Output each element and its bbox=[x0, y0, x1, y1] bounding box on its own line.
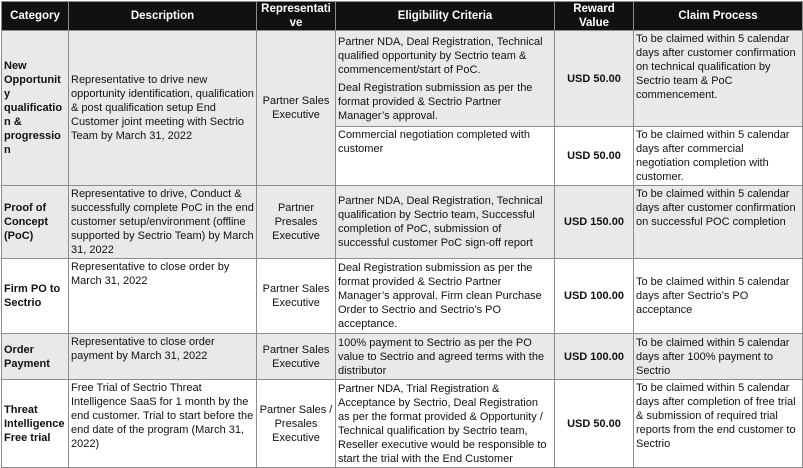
reward-cell: USD 50.00 bbox=[555, 31, 634, 127]
criteria-paragraph: Commercial negotiation completed with customer bbox=[338, 129, 530, 155]
criteria-cell: Partner NDA, Trial Registration & Acceptance by Sectrio, Deal Registration as per the format provided & Opportunity / Technical qualification by Sectrio team, Reseller executive would be responsible to start the trial with the End Customer bbox=[336, 380, 555, 468]
criteria-cell bbox=[336, 31, 555, 127]
table-row bbox=[2, 334, 803, 380]
criteria-cell bbox=[336, 127, 555, 186]
representative-cell: Partner Sales Executive bbox=[257, 334, 336, 380]
representative-cell: Partner Sales / Presales Executive bbox=[257, 380, 336, 468]
criteria-cell: Deal Registration submission as per the format provided & Sectrio Partner Manager’s approval. Firm clean Purchase Order to Sectrio and Sectrio’s PO acceptance. bbox=[336, 259, 555, 334]
header-description: Description bbox=[69, 2, 257, 31]
criteria-paragraph: Partner NDA, Deal Registration, Technical qualified opportunity by Sectrio team & commencement/start of PoC. bbox=[338, 35, 543, 76]
claim-cell: To be claimed within 5 calendar days after Sectrio’s PO acceptance bbox=[634, 259, 803, 334]
header-eligibility-criteria: Eligibility Criteria bbox=[336, 2, 555, 31]
reward-cell: USD 50.00 bbox=[555, 380, 634, 468]
reward-cell: USD 100.00 bbox=[555, 259, 634, 334]
representative-cell: Partner Presales Executive bbox=[257, 186, 336, 259]
category-cell: Threat Intelligence Free trial bbox=[2, 380, 69, 468]
description-cell: Representative to close order by March 31, 2022 bbox=[69, 259, 257, 334]
claim-cell: To be claimed within 5 calendar days after commercial negotiation completion with customer. bbox=[634, 127, 803, 186]
header-representative: Representative bbox=[257, 2, 336, 31]
header-row bbox=[2, 2, 803, 31]
reward-cell: USD 50.00 bbox=[555, 127, 634, 186]
header-claim-process: Claim Process bbox=[634, 2, 803, 31]
table-row bbox=[2, 186, 803, 259]
criteria-cell: 100% payment to Sectrio as per the PO value to Sectrio and agreed terms with the distributor bbox=[336, 334, 555, 380]
claim-cell: To be claimed within 5 calendar days after customer confirmation on successful POC completion bbox=[634, 186, 803, 259]
reward-cell: USD 100.00 bbox=[555, 334, 634, 380]
description-cell: Representative to close order payment by March 31, 2022 bbox=[69, 334, 257, 380]
category-cell: New Opportunity qualification & progression bbox=[2, 31, 69, 186]
criteria-paragraph: Deal Registration submission as per the format provided & Sectrio Partner Manager’s approval. bbox=[338, 81, 533, 122]
description-cell: Representative to drive new opportunity identification, qualification & post qualification setup End Customer joint meeting with Sectrio Team by March 31, 2022 bbox=[69, 31, 257, 186]
category-cell: Firm PO to Sectrio bbox=[2, 259, 69, 334]
criteria-cell: Partner NDA, Deal Registration, Technical qualification by Sectrio team, Successful completion of PoC, submission of successful customer PoC sign-off report bbox=[336, 186, 555, 259]
description-cell: Representative to drive, Conduct & successfully complete PoC in the end customer setup/environment (offline supported by Sectrio Team) by March 31, 2022 bbox=[69, 186, 257, 259]
claim-cell: To be claimed within 5 calendar days after completion of free trial & submission of required trial reports from the end customer to Sectrio bbox=[634, 380, 803, 468]
category-cell: Proof of Concept (PoC) bbox=[2, 186, 69, 259]
table-row bbox=[2, 259, 803, 334]
table-row bbox=[2, 380, 803, 468]
incentive-table bbox=[1, 1, 803, 468]
category-cell: Order Payment bbox=[2, 334, 69, 380]
header-category: Category bbox=[2, 2, 69, 31]
header-reward-value: Reward Value bbox=[555, 2, 634, 31]
description-cell: Free Trial of Sectrio Threat Intelligence SaaS for 1 month by the end customer. Trial to start before the end date of the program (March 31, 2022) bbox=[69, 380, 257, 468]
reward-cell: USD 150.00 bbox=[555, 186, 634, 259]
representative-cell: Partner Sales Executive bbox=[257, 259, 336, 334]
claim-cell: To be claimed within 5 calendar days after 100% payment to Sectrio bbox=[634, 334, 803, 380]
representative-cell: Partner Sales Executive bbox=[257, 31, 336, 186]
table-row bbox=[2, 31, 803, 127]
claim-cell: To be claimed within 5 calendar days after customer confirmation on technical qualification by Sectrio team & PoC commencement. bbox=[634, 31, 803, 127]
